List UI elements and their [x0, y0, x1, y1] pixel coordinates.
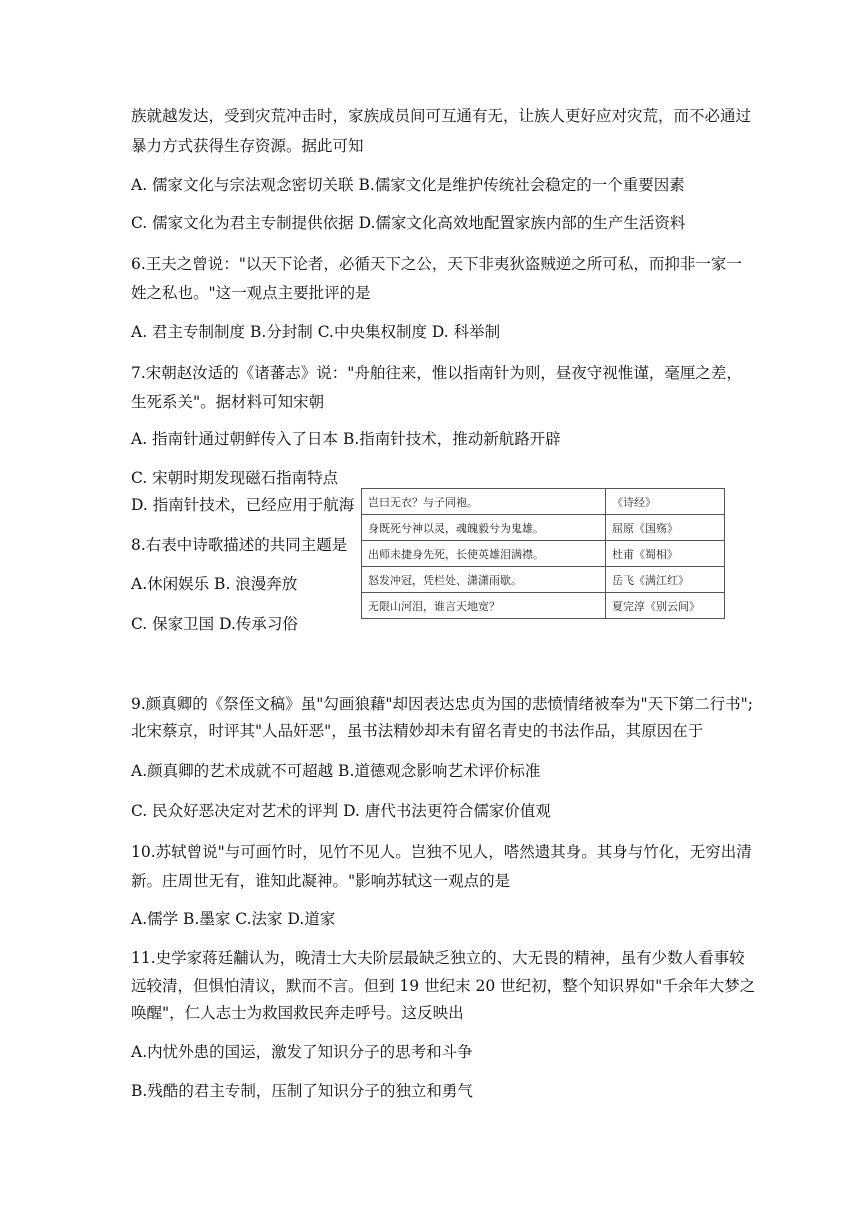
q8-options-ab: A.休闲娱乐 B. 浪漫奔放 — [131, 575, 298, 593]
q8-stem: 8.右表中诗歌描述的共同主题是 — [131, 536, 348, 554]
poem-table — [361, 488, 725, 619]
poem-source: 夏完淳《别云间》 — [606, 593, 725, 619]
poem-verse: 岂曰无衣？与子同袍。 — [362, 489, 606, 515]
poem-source: 《诗经》 — [606, 489, 725, 515]
q6-stem-cont: 姓之私也。"这一观点主要批评的是 — [131, 284, 371, 302]
q7-stem: 7.宋朝赵汝适的《诸蕃志》说："舟舶往来，惟以指南针为则，昼夜守视惟谨，毫厘之差， — [131, 364, 742, 382]
q11-stem-cont: 唤醒"，仁人志士为救国救民奔走呼号。这反映出 — [131, 1004, 464, 1022]
q9-stem-cont: 北宋蔡京，时评其"人品奸恶"，虽书法精妙却未有留名青史的书法作品，其原因在于 — [131, 722, 704, 740]
table-row — [362, 593, 725, 619]
q9-stem: 9.颜真卿的《祭侄文稿》虽"勾画狼藉"却因表达忠贞为国的悲愤情绪被奉为"天下第二行书"; — [131, 695, 754, 713]
table-row — [362, 541, 725, 567]
poem-source: 屈原《国殇》 — [606, 515, 725, 541]
poem-verse: 无限山河泪，谁言天地宽？ — [362, 593, 606, 619]
poem-source: 杜甫《蜀相》 — [606, 541, 725, 567]
q10-stem-cont: 新。庄周世无有，谁知此凝神。"影响苏轼这一观点的是 — [131, 872, 511, 890]
q10-options: A.儒学 B.墨家 C.法家 D.道家 — [131, 910, 336, 928]
q6-stem: 6.王夫之曾说："以天下论者，必循天下之公，天下非夷狄盗贼逆之所可私，而抑非一家一 — [131, 255, 742, 273]
q6-options: A. 君主专制制度 B.分封制 C.中央集权制度 D. 科举制 — [131, 323, 501, 341]
q7-option-c: C. 宋朝时期发现磁石指南特点 — [131, 469, 339, 487]
poem-verse: 出师未捷身先死，长使英雄泪满襟。 — [362, 541, 606, 567]
q9-options-ab: A.颜真卿的艺术成就不可超越 B.道德观念影响艺术评价标准 — [131, 762, 541, 780]
q7-stem-cont: 生死系关"。据材料可知宋朝 — [131, 393, 325, 411]
text-line: 族就越发达，受到灾荒冲击时，家族成员间可互通有无，让族人更好应对灾荒，而不必通过 — [131, 107, 752, 125]
q8-options-cd: C. 保家卫国 D.传承习俗 — [131, 615, 298, 633]
q5-options-ab: A. 儒家文化与宗法观念密切关联 B.儒家文化是维护传统社会稳定的一个重要因素 — [131, 176, 685, 194]
poem-verse: 怒发冲冠，凭栏处、潇潇雨歇。 — [362, 567, 606, 593]
q11-option-b: B.残酷的君主专制，压制了知识分子的独立和勇气 — [131, 1082, 473, 1100]
q11-stem-cont: 远较清，但惧怕清议，默而不言。但到 19 世纪末 20 世纪初，整个知识界如"千余年大梦之 — [131, 977, 756, 995]
table-row — [362, 515, 725, 541]
q7-options-ab: A. 指南针通过朝鲜传入了日本 B.指南针技术，推动新航路开辟 — [131, 430, 561, 448]
poem-verse: 身既死兮神以灵，魂魄毅兮为鬼雄。 — [362, 515, 606, 541]
text-line: 暴力方式获得生存资源。据此可知 — [131, 137, 364, 155]
q10-stem: 10.苏轼曾说"与可画竹时，见竹不见人。岂独不见人，嗒然遗其身。其身与竹化，无穷出清 — [131, 843, 752, 861]
q11-stem: 11.史学家蒋廷黼认为，晚清士大夫阶层最缺乏独立的、大无畏的精神，虽有少数人看事较 — [131, 949, 745, 967]
poem-source: 岳飞《满江红》 — [606, 567, 725, 593]
q5-options-cd: C. 儒家文化为君主专制提供依据 D.儒家文化高效地配置家族内部的生产生活资料 — [131, 214, 686, 232]
q9-options-cd: C. 民众好恶决定对艺术的评判 D. 唐代书法更符合儒家价值观 — [131, 802, 551, 820]
q7-option-d: D. 指南针技术，已经应用于航海 — [131, 496, 355, 514]
table-row — [362, 567, 725, 593]
q11-option-a: A.内忧外患的国运，激发了知识分子的思考和斗争 — [131, 1043, 473, 1061]
table-row — [362, 489, 725, 515]
